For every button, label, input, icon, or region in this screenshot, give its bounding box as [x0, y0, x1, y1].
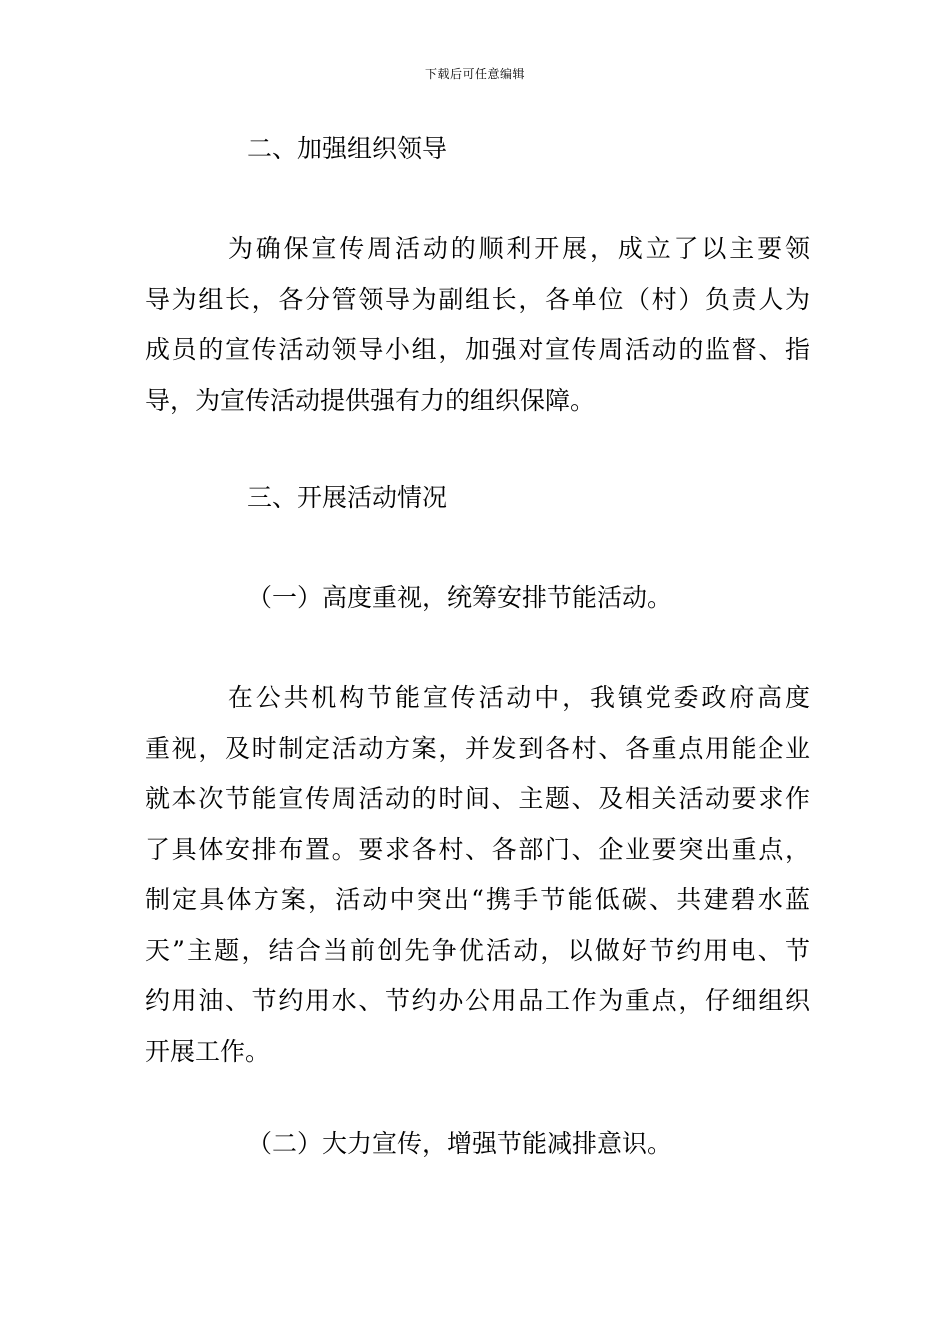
paragraph-activities-first — [200, 673, 810, 724]
subsection-heading-2: （二）大力宣传，增强节能减排意识。 — [247, 1129, 673, 1158]
header-note: 下载后可任意编辑 — [424, 67, 525, 81]
paragraph-line: 约用油、节约用水、节约办公用品工作为重点，仔细组织 — [145, 986, 810, 1015]
paragraph-line: 就本次节能宣传周活动的时间、主题、及相关活动要求作 — [145, 784, 810, 813]
paragraph-org-leadership-cont — [145, 275, 810, 427]
paragraph-line: 为确保宣传周活动的顺利开展，成立了以主要领 — [200, 234, 810, 263]
section-heading-3: 三、开展活动情况 — [247, 483, 448, 512]
paragraph-activities — [145, 724, 810, 1078]
subsection-heading-1: （一）高度重视，统筹安排节能活动。 — [247, 583, 673, 612]
paragraph-line: 天”主题，结合当前创先争优活动，以做好节约用电、节 — [145, 935, 810, 965]
paragraph-line: 导为组长，各分管领导为副组长，各单位（村）负责人为 — [145, 284, 810, 314]
paragraph-line: 重视，及时制定活动方案，并发到各村、各重点用能企业 — [145, 733, 810, 763]
paragraph-line: 了具体安排布置。要求各村、各部门、企业要突出重点， — [145, 834, 810, 864]
paragraph-line: 成员的宣传活动领导小组，加强对宣传周活动的监督、指 — [145, 335, 810, 364]
section-heading-2: 二、加强组织领导 — [247, 134, 448, 163]
paragraph-line: 开展工作。 — [145, 1036, 271, 1066]
paragraph-org-leadership — [200, 224, 810, 275]
paragraph-line: 导，为宣传活动提供强有力的组织保障。 — [145, 385, 596, 415]
paragraph-line: 在公共机构节能宣传活动中，我镇党委政府高度 — [200, 683, 810, 712]
paragraph-line: 制定具体方案，活动中突出“携手节能低碳、共建碧水蓝 — [145, 885, 810, 914]
